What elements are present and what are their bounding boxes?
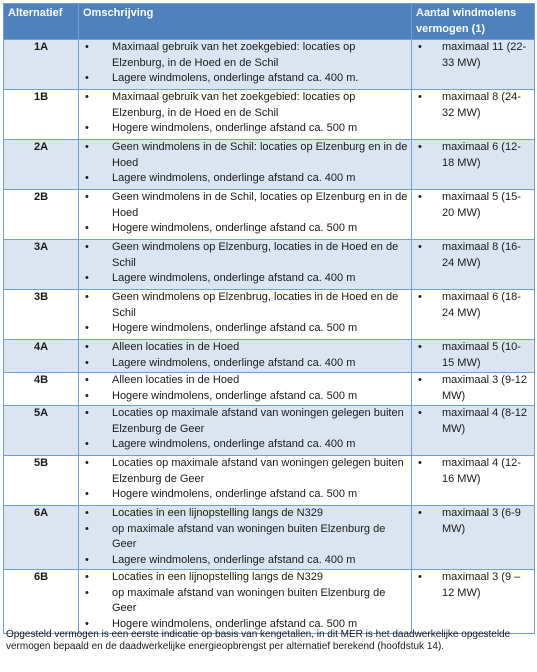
description-item: • Lagere windmolens, onderlinge afstand ca. 400 m.	[79, 71, 411, 87]
description-list	[79, 40, 411, 87]
table-row	[4, 506, 535, 570]
capacity-item: • maximaal 3 (6-9 MW)	[412, 506, 534, 537]
capacity-item: • maximaal 5 (15-20 MW)	[412, 190, 534, 221]
alternative-id: 1B	[4, 90, 79, 140]
description-list	[79, 140, 411, 187]
alternative-capacity	[412, 290, 535, 340]
description-item: • Maximaal gebruik van het zoekgebied: locaties op Elzenburg, in de Hoed en de Schil	[79, 90, 411, 121]
description-list	[79, 456, 411, 503]
description-item: • Geen windmolens op Elzenbrug, locaties in de Hoed en de Schil	[79, 290, 411, 321]
alternatives-table	[3, 3, 535, 634]
description-item: • Hogere windmolens, onderlinge afstand ca. 500 m	[79, 221, 411, 237]
description-item: • Locaties op maximale afstand van woningen gelegen buiten Elzenburg de Geer	[79, 456, 411, 487]
footnote: Opgesteld vermogen is een eerste indicatie op basis van kengetallen, in dit MER is het daadwerkelijke opgestelde vermogen bepaald en de daadwerkelijke energieopbrengst per alternatief berekend (hoofdstuk 14).	[6, 629, 511, 652]
alternative-description	[79, 406, 412, 456]
alternative-capacity	[412, 456, 535, 506]
table-row	[4, 456, 535, 506]
description-item: • Locaties op maximale afstand van woningen gelegen buiten Elzenburg de Geer	[79, 406, 411, 437]
description-item: • Hogere windmolens, onderlinge afstand ca. 500 m	[79, 121, 411, 137]
capacity-list	[412, 506, 534, 537]
capacity-item: • maximaal 6 (18-24 MW)	[412, 290, 534, 321]
alternative-description	[79, 373, 412, 406]
capacity-list	[412, 40, 534, 71]
alternative-description	[79, 506, 412, 570]
description-item: • Alleen locaties in de Hoed	[79, 373, 411, 389]
description-item: • Lagere windmolens, onderlinge afstand ca. 400 m	[79, 171, 411, 187]
description-list	[79, 90, 411, 137]
description-item: • Lagere windmolens, onderlinge afstand ca. 400 m	[79, 271, 411, 287]
table-row	[4, 40, 535, 90]
header-alternative: Alternatief	[4, 4, 79, 40]
alternative-capacity	[412, 190, 535, 240]
alternative-description	[79, 90, 412, 140]
description-list	[79, 373, 411, 404]
table-row	[4, 340, 535, 373]
alternative-description	[79, 290, 412, 340]
alternative-capacity	[412, 406, 535, 456]
capacity-item: • maximaal 3 (9-12 MW)	[412, 373, 534, 404]
capacity-list	[412, 140, 534, 171]
alternative-capacity	[412, 90, 535, 140]
description-list	[79, 570, 411, 632]
capacity-list	[412, 406, 534, 437]
capacity-item: • maximaal 6 (12-18 MW)	[412, 140, 534, 171]
description-item: • Hogere windmolens, onderlinge afstand ca. 500 m	[79, 617, 411, 633]
alternative-id: 4A	[4, 340, 79, 373]
table-row	[4, 90, 535, 140]
alternative-id: 1A	[4, 40, 79, 90]
alternative-description	[79, 190, 412, 240]
alternative-capacity	[412, 340, 535, 373]
description-list	[79, 240, 411, 287]
alternative-description	[79, 140, 412, 190]
capacity-list	[412, 240, 534, 271]
table-body	[4, 40, 535, 634]
capacity-item: • maximaal 4 (8-12 MW)	[412, 406, 534, 437]
table-row	[4, 373, 535, 406]
description-item: • op maximale afstand van woningen buiten Elzenburg de Geer	[79, 522, 411, 553]
table-row	[4, 570, 535, 634]
table-row	[4, 290, 535, 340]
description-item: • Geen windmolens in de Schil, locaties op Elzenburg en in de Hoed	[79, 190, 411, 221]
table-row	[4, 140, 535, 190]
capacity-list	[412, 290, 534, 321]
description-list	[79, 290, 411, 337]
description-item: • Locaties in een lijnopstelling langs de N329	[79, 506, 411, 522]
description-list	[79, 506, 411, 568]
alternative-description	[79, 40, 412, 90]
alternative-id: 4B	[4, 373, 79, 406]
description-item: • Alleen locaties in de Hoed	[79, 340, 411, 356]
alternative-id: 5A	[4, 406, 79, 456]
capacity-list	[412, 190, 534, 221]
header-capacity: Aantal windmolens vermogen (1)	[412, 4, 535, 40]
alternative-description	[79, 456, 412, 506]
capacity-item: • maximaal 8 (16-24 MW)	[412, 240, 534, 271]
alternative-capacity	[412, 570, 535, 634]
description-item: • Geen windmolens op Elzenburg, locaties in de Hoed en de Schil	[79, 240, 411, 271]
capacity-item: • maximaal 4 (12-16 MW)	[412, 456, 534, 487]
table-header-row	[4, 4, 535, 40]
capacity-list	[412, 373, 534, 404]
alternative-capacity	[412, 506, 535, 570]
alternative-description	[79, 240, 412, 290]
capacity-item: • maximaal 5 (10-15 MW)	[412, 340, 534, 371]
description-item: • Lagere windmolens, onderlinge afstand ca. 400 m	[79, 356, 411, 372]
capacity-item: • maximaal 3 (9 – 12 MW)	[412, 570, 534, 601]
description-list	[79, 406, 411, 453]
description-item: • Hogere windmolens, onderlinge afstand ca. 500 m	[79, 487, 411, 503]
capacity-list	[412, 456, 534, 487]
description-item: • Hogere windmolens, onderlinge afstand ca. 500 m	[79, 321, 411, 337]
alternative-id: 2B	[4, 190, 79, 240]
capacity-item: • maximaal 8 (24-32 MW)	[412, 90, 534, 121]
alternative-description	[79, 340, 412, 373]
table-row	[4, 406, 535, 456]
description-item: • Hogere windmolens, onderlinge afstand ca. 500 m	[79, 389, 411, 405]
capacity-list	[412, 90, 534, 121]
alternative-id: 6A	[4, 506, 79, 570]
alternative-capacity	[412, 373, 535, 406]
description-item: • Lagere windmolens, onderlinge afstand ca. 400 m	[79, 553, 411, 569]
description-item: • Geen windmolens in de Schil: locaties op Elzenburg en in de Hoed	[79, 140, 411, 171]
alternative-id: 6B	[4, 570, 79, 634]
capacity-item: • maximaal 11 (22-33 MW)	[412, 40, 534, 71]
description-list	[79, 190, 411, 237]
alternative-capacity	[412, 240, 535, 290]
description-list	[79, 340, 411, 371]
alternative-id: 3A	[4, 240, 79, 290]
table-row	[4, 190, 535, 240]
description-item: • Locaties in een lijnopstelling langs de N329	[79, 570, 411, 586]
description-item: • Maximaal gebruik van het zoekgebied: locaties op Elzenburg, in de Hoed en de Schil	[79, 40, 411, 71]
alternative-id: 3B	[4, 290, 79, 340]
description-item: • op maximale afstand van woningen buiten Elzenburg de Geer	[79, 586, 411, 617]
alternative-capacity	[412, 140, 535, 190]
capacity-list	[412, 340, 534, 371]
alternative-description	[79, 570, 412, 634]
alternative-capacity	[412, 40, 535, 90]
capacity-list	[412, 570, 534, 601]
alternative-id: 5B	[4, 456, 79, 506]
header-description: Omschrijving	[79, 4, 412, 40]
table-row	[4, 240, 535, 290]
alternative-id: 2A	[4, 140, 79, 190]
description-item: • Lagere windmolens, onderlinge afstand ca. 400 m	[79, 437, 411, 453]
